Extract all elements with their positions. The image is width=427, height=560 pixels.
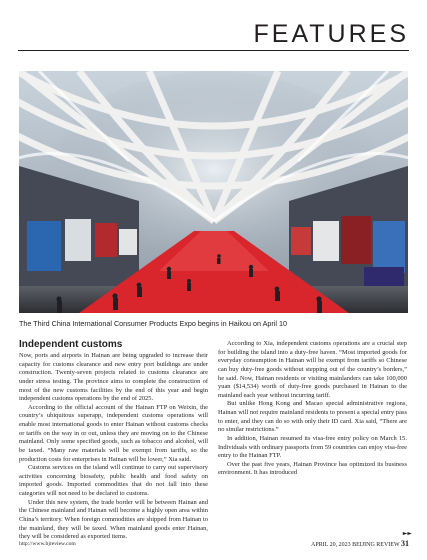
article-paragraph: Over the past five years, Hainan Province has optimized its business environment. It has introduced xyxy=(218,460,407,477)
page-number: 31 xyxy=(401,539,409,548)
article-paragraph: Customs services on the island will continue to carry out supervisory activities concerning biosafety, public health and food safety on imported goods. Imported commodities that do not fall into these categories will not need to be declared to customs. xyxy=(19,464,208,497)
expo-hall-photo xyxy=(19,71,408,313)
article-paragraph: But unlike Hong Kong and Macao special administrative regions, Hainan will not require mainland residents to present a special entry pass to enter, and they can do so with only their ID card. Xia said, “There are no similar restrictions.” xyxy=(218,400,407,434)
article-paragraph: In addition, Hainan resumed its visa-free entry policy on March 15. Individuals with ordinary passports from 59 countries can enjoy visa-free entry to the Hainan FTP. xyxy=(218,434,407,460)
article-paragraph: Now, ports and airports in Hainan are being upgraded to increase their capacity for customs clearance and new entry port buildings are under construction. Twenty-seven projects related to customs clearance are under stress testing. The province aims to complete the construction of most of the new customs facilities by the end of this year and begin independent customs operations by the end of 2025. xyxy=(19,352,208,403)
continue-arrow-icon: ►► xyxy=(402,530,412,537)
article-paragraph: According to the official account of the Hainan FTP on Weixin, the country’s ubiquitous superapp, independent customs operations will enable most international goods to enter Hainan without customs checks or tariffs on the way in or out, unless they are moving on to the Chinese mainland. Only some specified goods, such as tobacco and alcohol, will be taxed. “Many raw materials will be exempt from tariffs, so the production costs for enterprises in Hainan will be lower,” Xia said. xyxy=(19,403,208,463)
article-column-left xyxy=(19,339,208,542)
section-title: FEATURES xyxy=(253,20,409,48)
expo-hall-illustration xyxy=(19,71,408,313)
footer-issue-info xyxy=(311,539,409,548)
section-subhead: Independent customs xyxy=(19,339,123,350)
header-divider xyxy=(18,50,409,51)
photo-caption: The Third China International Consumer Products Expo begins in Haikou on April 10 xyxy=(19,319,287,328)
footer-url: http://www.bjreview.com xyxy=(19,541,76,547)
article-column-right xyxy=(218,340,407,478)
footer-issue: APRIL 20, 2023 BEIJING REVIEW xyxy=(311,542,400,548)
article-paragraph: According to Xia, independent customs operations are a crucial step for building the island into a duty-free haven. “Most imported goods for everyday consumption in Hainan will be exempt from tariffs so Chinese can buy duty-free goods without stepping out of the country’s borders,” he said. Now, Hainan residents or visiting mainlanders can take 100,000 yuan ($14,534) worth of duty-free goods purchased in Hainan to the mainland each year without incurring tariff. xyxy=(218,340,407,399)
article-paragraph: Under this new system, the trade border will be between Hainan and the Chinese mainland and Hainan will become a highly open area within China’s territory. When foreign commodities are shipped from Hainan to the mainland, they will be taxed. When mainland goods enter Hainan, they will be considered as exported items. xyxy=(19,498,208,541)
